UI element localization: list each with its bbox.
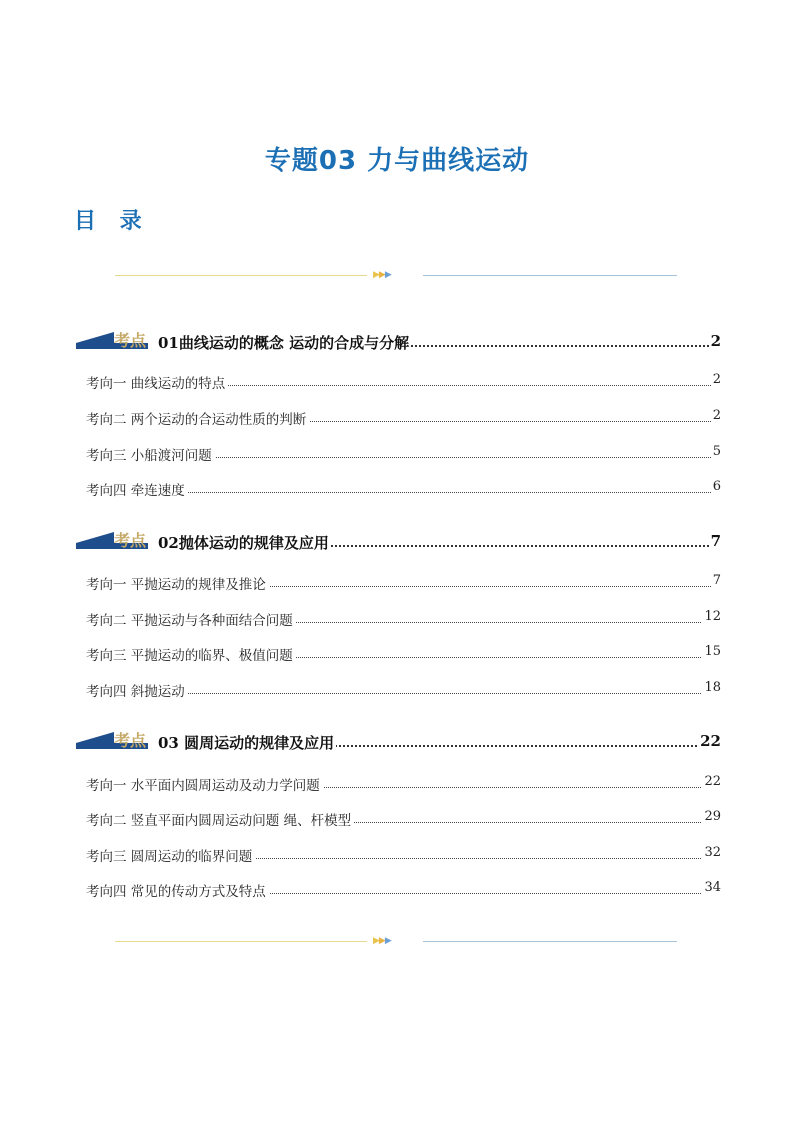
toc-item-page: 15 <box>704 644 721 659</box>
toc-item-label: 考向二 两个运动的合运动性质的判断 <box>86 408 309 428</box>
toc-item[interactable] <box>86 372 721 392</box>
toc-item[interactable] <box>86 845 721 865</box>
toc-section-page: 2 <box>710 332 721 350</box>
toc-section-label: 01曲线运动的概念 运动的合成与分解 <box>158 334 410 352</box>
toc-item-page: 34 <box>704 880 721 895</box>
toc-item-label: 考向一 曲线运动的特点 <box>86 372 228 392</box>
toc-item[interactable] <box>86 408 721 428</box>
toc-item-label: 考向三 圆周运动的临界问题 <box>86 845 255 865</box>
toc-item-page: 2 <box>712 408 721 423</box>
toc-item-label: 考向三 小船渡河问题 <box>86 444 215 464</box>
toc-section-2[interactable] <box>76 530 721 554</box>
toc-item-page: 2 <box>712 372 721 387</box>
toc-item-page: 29 <box>704 809 721 824</box>
toc-item-label: 考向四 常见的传动方式及特点 <box>86 880 269 900</box>
toc-item-page: 7 <box>712 573 721 588</box>
toc-item-label: 考向一 水平面内圆周运动及动力学问题 <box>86 774 323 794</box>
toc-item-label: 考向二 平抛运动与各种面结合问题 <box>86 609 296 629</box>
toc-section-3[interactable] <box>76 730 721 754</box>
toc-section-1[interactable] <box>76 330 721 354</box>
toc-item[interactable] <box>86 573 721 593</box>
toc-item-label: 考向四 斜抛运动 <box>86 680 188 700</box>
toc-item[interactable] <box>86 644 721 664</box>
arrows-icon: ▶▶▶ <box>373 936 391 946</box>
toc-item-label: 考向一 平抛运动的规律及推论 <box>86 573 269 593</box>
kaodian-badge: 考点 <box>76 730 156 752</box>
toc-section-label: 02抛体运动的规律及应用 <box>158 534 329 552</box>
toc-item[interactable] <box>86 880 721 900</box>
toc-heading: 目 录 <box>74 209 150 234</box>
toc-item-label: 考向三 平抛运动的临界、极值问题 <box>86 644 296 664</box>
toc-section-page: 22 <box>700 732 721 750</box>
toc-item-page: 12 <box>704 609 721 624</box>
toc-item-page: 18 <box>704 680 721 695</box>
toc-item[interactable] <box>86 479 721 499</box>
toc-item[interactable] <box>86 774 721 794</box>
arrows-icon: ▶▶▶ <box>373 270 391 280</box>
kaodian-badge: 考点 <box>76 330 156 352</box>
toc-item-page: 22 <box>704 774 721 789</box>
toc-item[interactable] <box>86 609 721 629</box>
toc-item-page: 6 <box>712 479 721 494</box>
divider-top <box>115 270 677 282</box>
toc-section-label: 03 圆周运动的规律及应用 <box>158 734 335 752</box>
toc-item-label: 考向二 竖直平面内圆周运动问题 绳、杆模型 <box>86 809 354 829</box>
toc-item[interactable] <box>86 680 721 700</box>
document-title: 专题03 力与曲线运动 <box>264 146 530 176</box>
kaodian-badge: 考点 <box>76 530 156 552</box>
toc-item-page: 5 <box>712 444 721 459</box>
toc-section-page: 7 <box>710 532 721 550</box>
toc-item-page: 32 <box>704 845 721 860</box>
toc-item[interactable] <box>86 444 721 464</box>
toc-item[interactable] <box>86 809 721 829</box>
toc-item-label: 考向四 牵连速度 <box>86 479 188 499</box>
divider-bottom <box>115 936 677 948</box>
